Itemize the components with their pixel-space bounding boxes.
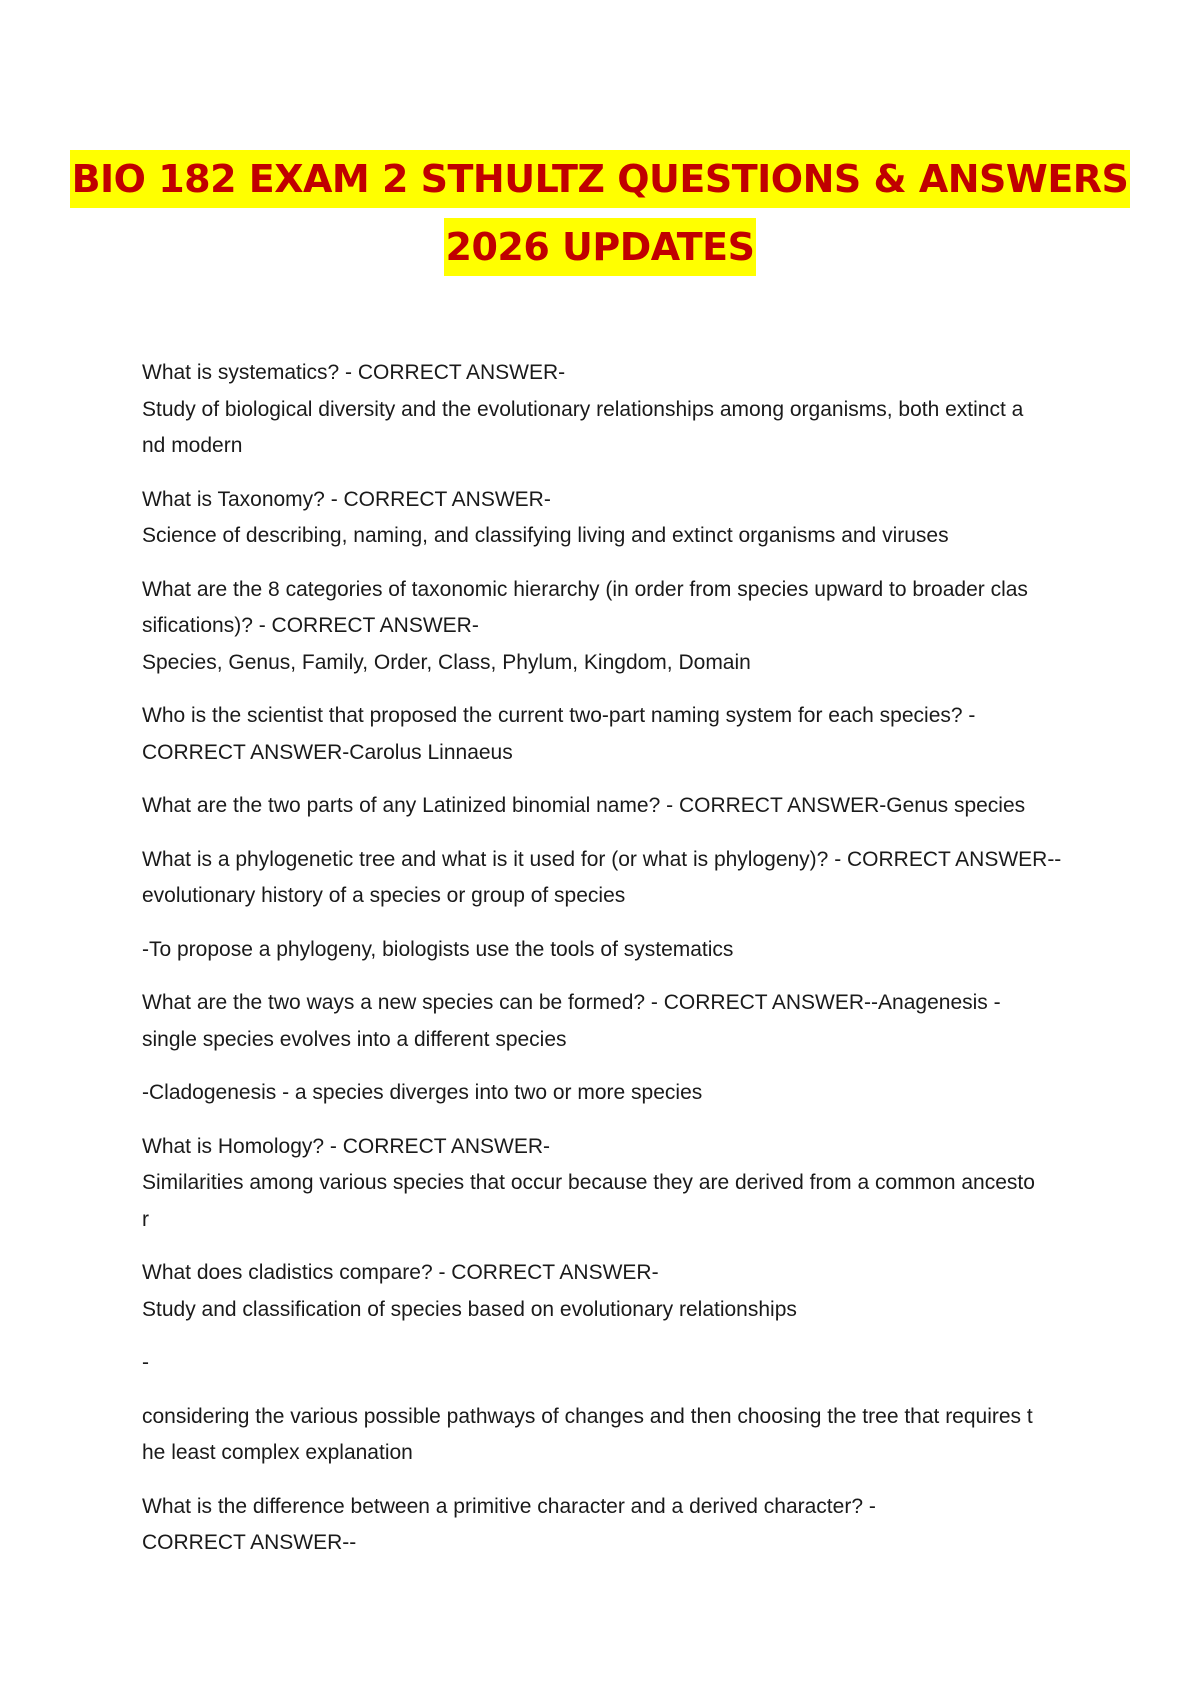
qa-line: What are the two parts of any Latinized binomial name? - CORRECT ANSWER-Genus species	[142, 794, 1026, 817]
qa-paragraph	[142, 698, 1067, 771]
qa-line: Species, Genus, Family, Order, Class, Phylum, Kingdom, Domain	[142, 650, 751, 674]
qa-line: evolutionary history of a species or group of species	[142, 884, 626, 907]
qa-line: he least complex explanation	[142, 1441, 413, 1464]
qa-line: CORRECT ANSWER--	[142, 1531, 357, 1554]
qa-line: What is Taxonomy? - CORRECT ANSWER-	[142, 487, 551, 511]
qa-paragraph	[142, 1129, 1067, 1239]
qa-line: What is systematics? - CORRECT ANSWER-	[142, 361, 566, 384]
qa-line: Study and classification of species based on evolutionary relationships	[142, 1297, 797, 1321]
qa-line: What is Homology? - CORRECT ANSWER-	[142, 1134, 551, 1158]
qa-line: nd modern	[142, 434, 243, 457]
qa-line: What are the 8 categories of taxonomic hierarchy (in order from species upward to broader clas	[142, 577, 1028, 601]
qa-paragraph	[142, 788, 1067, 825]
qa-paragraph	[142, 985, 1067, 1058]
qa-paragraph	[142, 1489, 1067, 1562]
qa-line: r	[142, 1207, 149, 1231]
qa-line: Science of describing, naming, and classifying living and extinct organisms and viruses	[142, 524, 949, 547]
qa-line: Similarities among various species that occur because they are derived from a common ancesto	[142, 1171, 1035, 1194]
qa-paragraph	[142, 1399, 1067, 1472]
document-title	[0, 150, 1200, 286]
qa-line: Who is the scientist that proposed the current two-part naming system for each species? -	[142, 704, 976, 727]
qa-paragraph	[142, 482, 1067, 555]
qa-line: single species evolves into a different species	[142, 1027, 567, 1051]
qa-content	[142, 355, 1067, 1579]
qa-paragraph	[142, 1255, 1067, 1328]
qa-paragraph	[142, 355, 1067, 465]
qa-paragraph	[142, 572, 1067, 682]
title-line-2: 2026 UPDATES	[444, 218, 757, 276]
qa-line: Study of biological diversity and the evolutionary relationships among organisms, both extinct a	[142, 397, 1024, 421]
qa-line: What is the difference between a primitive character and a derived character? -	[142, 1494, 876, 1518]
qa-line: sifications)? - CORRECT ANSWER-	[142, 614, 479, 637]
qa-paragraph	[142, 1345, 1067, 1382]
qa-line: -To propose a phylogeny, biologists use the tools of systematics	[142, 937, 734, 961]
qa-line: What does cladistics compare? - CORRECT ANSWER-	[142, 1261, 659, 1284]
qa-line: What are the two ways a new species can be formed? - CORRECT ANSWER--Anagenesis -	[142, 991, 1001, 1014]
qa-line: -	[142, 1351, 149, 1374]
title-line-1: BIO 182 EXAM 2 STHULTZ QUESTIONS & ANSWERS	[70, 150, 1131, 208]
qa-line: considering the various possible pathways of changes and then choosing the tree that requires t	[142, 1404, 1033, 1428]
qa-paragraph	[142, 932, 1067, 969]
qa-paragraph	[142, 842, 1067, 915]
qa-line: -Cladogenesis - a species diverges into two or more species	[142, 1081, 703, 1104]
qa-line: CORRECT ANSWER-Carolus Linnaeus	[142, 740, 513, 764]
qa-paragraph	[142, 1075, 1067, 1112]
qa-line: What is a phylogenetic tree and what is it used for (or what is phylogeny)? - CORRECT ANSWER--	[142, 847, 1062, 871]
